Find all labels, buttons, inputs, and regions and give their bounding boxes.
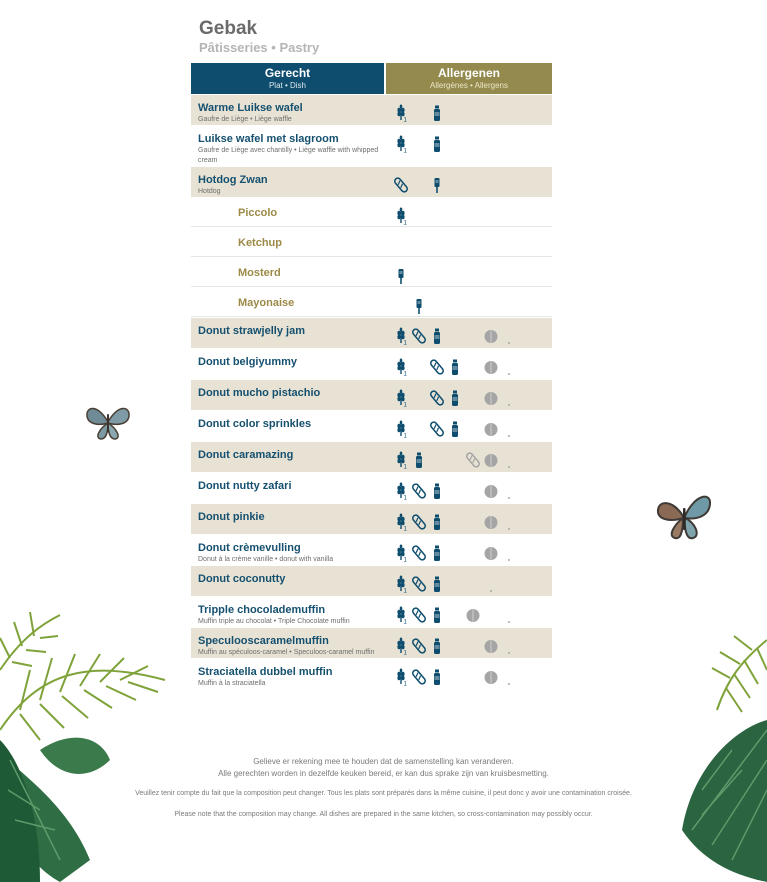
allergen-icons <box>394 389 517 407</box>
allergen-icons <box>394 606 517 624</box>
allergen-header-sub: Allergènes • Allergens <box>430 81 508 90</box>
allergen-icons <box>394 207 409 225</box>
sesame-icon <box>412 513 427 531</box>
svg-text:1: 1 <box>403 619 407 624</box>
svg-text:1: 1 <box>403 371 407 376</box>
peanut-icon <box>412 389 427 407</box>
allergen-icons <box>394 637 517 655</box>
milk-icon <box>430 513 445 531</box>
svg-text:1: 1 <box>403 681 407 686</box>
soy-icon <box>502 451 517 469</box>
svg-text:1: 1 <box>403 588 407 593</box>
milk-icon <box>448 358 463 376</box>
gluten-icon <box>394 327 409 345</box>
dish-cell <box>198 133 388 166</box>
milk-icon <box>448 389 463 407</box>
peanut-icon <box>466 668 481 686</box>
dish-cell <box>198 666 388 689</box>
egg-icon <box>412 135 427 153</box>
nut-icon <box>484 513 499 531</box>
dish-name: Donut belgiyummy <box>198 356 298 368</box>
svg-text:1: 1 <box>403 650 407 655</box>
soy-icon <box>502 420 517 438</box>
dish-column-header <box>191 63 384 94</box>
gluten-icon <box>394 358 409 376</box>
dish-row <box>191 628 552 658</box>
menu-table <box>191 95 552 690</box>
peanut-icon <box>412 420 427 438</box>
gluten-icon <box>394 513 409 531</box>
dish-name: Donut mucho pistachio <box>198 387 321 399</box>
milk-icon <box>430 327 445 345</box>
nut-icon <box>484 544 499 562</box>
milk-icon <box>430 104 445 122</box>
mustard-icon <box>394 267 409 285</box>
peanut-icon <box>466 637 481 655</box>
dish-row <box>191 126 552 166</box>
dish-cell <box>198 511 388 523</box>
dish-row <box>191 473 552 503</box>
gluten-icon <box>394 135 409 153</box>
dish-name: Donut caramazing <box>198 449 294 461</box>
sesame-icon <box>412 606 427 624</box>
allergen-column-header <box>386 63 552 94</box>
soy-icon <box>502 513 517 531</box>
dish-name: Luikse wafel met slagroom <box>198 133 339 145</box>
dish-cell <box>198 542 388 565</box>
dish-description: Donut à la crème vanille • donut with vanilla <box>198 556 334 563</box>
soy-icon <box>484 575 499 593</box>
allergen-icons <box>394 575 499 593</box>
dish-name: Warme Luikse wafel <box>198 102 303 114</box>
sesame-icon <box>430 358 445 376</box>
dish-row <box>191 442 552 472</box>
dish-description: Muffin au spéculoos-caramel • Speculoos-caramel muffin <box>198 649 375 656</box>
dish-row <box>191 411 552 441</box>
sesame-icon <box>430 420 445 438</box>
dish-cell <box>198 604 388 627</box>
dish-header-label: Gerecht <box>264 66 311 80</box>
dish-name: Donut pinkie <box>198 511 265 523</box>
nut-icon <box>484 327 499 345</box>
dish-row <box>191 535 552 565</box>
dish-cell <box>238 237 428 249</box>
footer-nl-line-1: Gelieve er rekening mee te houden dat de samenstelling kan veranderen. <box>253 757 514 766</box>
dish-name: Speculooscaramelmuffin <box>198 635 329 647</box>
egg-icon <box>448 327 463 345</box>
soy-icon <box>502 358 517 376</box>
dish-description: Gaufre de Liège avec chantilly • Liège waffle with whipped cream <box>198 147 379 164</box>
dish-name: Ketchup <box>238 237 282 249</box>
sesame-icon <box>412 637 427 655</box>
allergen-icons <box>394 668 517 686</box>
peanut-icon <box>412 358 427 376</box>
egg-icon <box>448 513 463 531</box>
peanut-icon <box>466 482 481 500</box>
nut-icon <box>484 451 499 469</box>
milk-icon <box>430 637 445 655</box>
egg-icon <box>448 482 463 500</box>
allergen-icons <box>394 176 445 194</box>
dish-name: Mosterd <box>238 267 281 279</box>
nut-icon <box>484 358 499 376</box>
soy-icon <box>502 637 517 655</box>
dish-name: Donut coconutty <box>198 573 286 585</box>
soy-icon <box>502 389 517 407</box>
dish-cell <box>198 635 388 658</box>
dish-row <box>191 504 552 534</box>
allergen-icons <box>394 297 427 315</box>
allergen-icons <box>394 513 517 531</box>
allergen-icons <box>394 420 517 438</box>
footer-english: Please note that the composition may change. All dishes are prepared in the same kitchen, so cross-contamination may possibly occur. <box>174 811 593 818</box>
dish-row <box>191 167 552 197</box>
dish-row <box>191 597 552 627</box>
sub-item-row <box>191 288 552 317</box>
dish-name: Straciatella dubbel muffin <box>198 666 333 678</box>
soy-icon <box>502 544 517 562</box>
soy-icon <box>502 482 517 500</box>
dish-row <box>191 95 552 125</box>
gluten-icon <box>394 575 409 593</box>
nut-icon <box>484 420 499 438</box>
sub-item-row <box>191 198 552 227</box>
milk-icon <box>430 668 445 686</box>
nut-icon <box>466 606 481 624</box>
egg-icon <box>466 420 481 438</box>
sub-item-row <box>191 228 552 257</box>
soy-icon <box>502 606 517 624</box>
gluten-icon <box>394 482 409 500</box>
svg-text:1: 1 <box>403 464 407 469</box>
dish-cell <box>198 102 388 125</box>
egg-icon <box>430 451 445 469</box>
nut-icon <box>484 389 499 407</box>
dish-cell <box>198 449 388 461</box>
milk-icon <box>430 606 445 624</box>
allergen-icons <box>394 267 409 285</box>
dish-name: Tripple chocolademuffin <box>198 604 326 616</box>
dish-description: Muffin triple au chocolat • Triple Chocolate muffin <box>198 618 350 625</box>
milk-icon <box>430 575 445 593</box>
peanut-icon <box>484 606 499 624</box>
svg-text:1: 1 <box>403 148 407 153</box>
sesame-icon <box>466 451 481 469</box>
nut-icon <box>484 482 499 500</box>
svg-text:1: 1 <box>403 117 407 122</box>
dish-name: Hotdog Zwan <box>198 174 268 186</box>
dish-name: Piccolo <box>238 207 278 219</box>
sub-item-row <box>191 258 552 287</box>
dish-header-sub: Plat • Dish <box>268 81 307 90</box>
dish-row <box>191 318 552 348</box>
dish-row <box>191 349 552 379</box>
milk-icon <box>430 482 445 500</box>
dish-cell <box>198 325 388 337</box>
dish-cell <box>198 480 388 492</box>
allergen-header-label: Allergenen <box>437 66 500 80</box>
dish-name: Mayonaise <box>238 297 295 309</box>
egg-icon <box>448 668 463 686</box>
dish-name: Donut crèmevulling <box>198 542 301 554</box>
palm-leaves-right-decoration <box>672 620 767 882</box>
svg-text:1: 1 <box>403 220 407 225</box>
peanut-icon <box>466 575 481 593</box>
milk-icon <box>430 544 445 562</box>
dish-name: Donut color sprinkles <box>198 418 312 430</box>
allergen-icons <box>394 358 517 376</box>
milk-icon <box>448 420 463 438</box>
egg-icon <box>448 544 463 562</box>
sesame-icon <box>430 389 445 407</box>
egg-icon <box>466 389 481 407</box>
allergen-icons <box>394 327 517 345</box>
sesame-icon <box>412 482 427 500</box>
peanut-icon <box>448 451 463 469</box>
milk-icon <box>430 135 445 153</box>
dish-cell <box>198 418 388 430</box>
mustard-icon <box>412 297 427 315</box>
dish-row <box>191 566 552 596</box>
page-subtitle: Pâtisseries • Pastry <box>199 40 320 55</box>
svg-text:1: 1 <box>403 495 407 500</box>
gluten-icon <box>394 544 409 562</box>
nut-icon <box>484 637 499 655</box>
gluten-icon <box>394 420 409 438</box>
dish-description: Muffin à la straciatella <box>198 680 266 687</box>
dish-name: Donut strawjelly jam <box>198 325 305 337</box>
dish-description: Hotdog <box>198 188 221 195</box>
allergen-icons <box>394 451 517 469</box>
dish-description: Gaufre de Liège • Liège waffle <box>198 116 292 123</box>
sesame-icon <box>412 575 427 593</box>
mustard-icon <box>430 176 445 194</box>
peanut-icon <box>466 513 481 531</box>
peanut-icon <box>466 327 481 345</box>
allergen-icons <box>394 135 445 153</box>
milk-icon <box>412 451 427 469</box>
dish-cell <box>198 356 388 368</box>
soy-icon <box>502 668 517 686</box>
egg-icon <box>394 297 409 315</box>
gluten-icon <box>394 668 409 686</box>
gluten-icon <box>394 451 409 469</box>
nut-icon <box>484 668 499 686</box>
svg-text:1: 1 <box>403 433 407 438</box>
sesame-icon <box>412 327 427 345</box>
butterfly-left-image <box>84 402 132 442</box>
egg-icon <box>448 606 463 624</box>
egg-icon <box>466 358 481 376</box>
allergen-icons <box>394 104 445 122</box>
egg-icon <box>448 575 463 593</box>
dish-name: Donut nutty zafari <box>198 480 292 492</box>
gluten-icon <box>394 104 409 122</box>
celery-icon <box>412 176 427 194</box>
svg-text:1: 1 <box>403 526 407 531</box>
dish-cell <box>198 174 388 197</box>
gluten-icon <box>394 606 409 624</box>
butterfly-right-image <box>655 490 713 542</box>
soy-icon <box>502 327 517 345</box>
dish-row <box>191 659 552 689</box>
gluten-icon <box>394 637 409 655</box>
svg-text:1: 1 <box>403 557 407 562</box>
egg-icon <box>412 104 427 122</box>
palm-leaves-left-decoration <box>0 610 175 882</box>
svg-text:1: 1 <box>403 402 407 407</box>
dish-cell <box>198 573 388 585</box>
sesame-icon <box>394 176 409 194</box>
footer-nl-line-2: Alle gerechten worden in dezelfde keuken bereid, er kan dus sprake zijn van kruisbesmetting. <box>218 769 549 778</box>
svg-text:1: 1 <box>403 340 407 345</box>
peanut-icon <box>466 544 481 562</box>
allergen-icons <box>394 482 517 500</box>
dish-row <box>191 380 552 410</box>
page-title: Gebak <box>199 18 258 39</box>
sesame-icon <box>412 544 427 562</box>
sesame-icon <box>412 668 427 686</box>
dish-cell <box>198 387 388 399</box>
allergen-icons <box>394 544 517 562</box>
egg-icon <box>448 637 463 655</box>
footer-french: Veuillez tenir compte du fait que la composition peut changer. Tous les plats sont préparés dans la même cuisine, il peut donc y avoir une contamination croisée. <box>135 790 632 797</box>
gluten-icon <box>394 389 409 407</box>
gluten-icon <box>394 207 409 225</box>
